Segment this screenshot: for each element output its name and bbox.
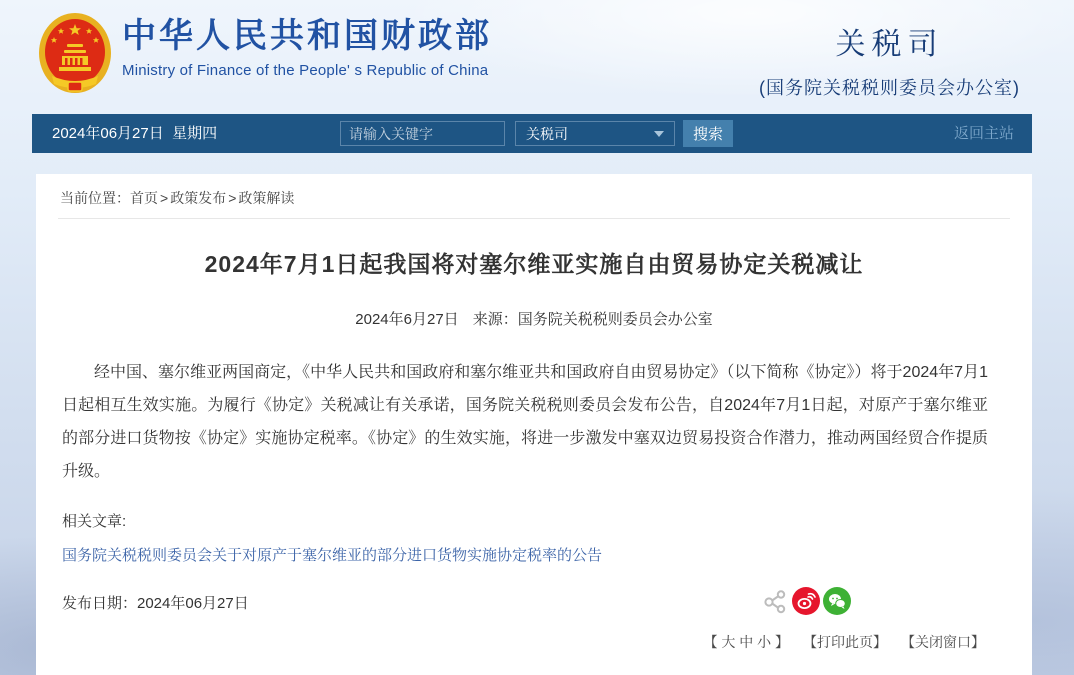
breadcrumb-divider (58, 218, 1010, 219)
breadcrumb-policy[interactable]: 政策发布 (170, 190, 227, 206)
publish-date: 发布日期：2024年06月27日 (62, 595, 249, 612)
site-subtitle: Ministry of Finance of the People' s Republic of China (122, 62, 489, 79)
article-title: 2024年7月1日起我国将对塞尔维亚实施自由贸易协定关税减让 (204, 251, 864, 277)
breadcrumb-label: 当前位置： (60, 190, 130, 206)
article-meta (36, 308, 1032, 329)
breadcrumb (60, 188, 294, 208)
breadcrumb-separator: > (160, 190, 169, 206)
breadcrumb-home[interactable]: 首页 (130, 190, 158, 206)
department-title-block (759, 28, 1020, 100)
wechat-icon[interactable] (823, 587, 851, 615)
search-button[interactable]: 搜索 (683, 120, 733, 147)
related-articles-label: 相关文章: (62, 513, 127, 530)
content-panel (36, 174, 1032, 675)
search-scope-value: 关税司 (526, 125, 568, 142)
site-title: 中华人民共和国财政部 (122, 17, 492, 55)
article-body: 经中国、塞尔维亚两国商定，《中华人民共和国政府和塞尔维亚共和国政府自由贸易协定》（以下简称《协定》）将于2024年7月1日起相互生效实施。为履行《协定》关税减让有关承诺，国务院关税税则委员会发布公告，自2024年7月1日起，对原产于塞尔维亚的部分进口货物按《协定》实施协定税率。《协定》的生效实施，将进一步激发中塞双边贸易投资合作潜力，推动两国经贸合作提质升级。 (62, 364, 988, 480)
weibo-icon[interactable] (792, 587, 820, 615)
navbar (32, 114, 1032, 153)
national-emblem-icon (38, 12, 112, 98)
article-source: 来源：国务院关税税则委员会办公室 (472, 311, 713, 328)
breadcrumb-separator: > (228, 190, 237, 206)
current-date: 2024年06月27日 星期四 (52, 125, 218, 142)
chevron-down-icon (654, 131, 664, 137)
site-header (0, 0, 1074, 114)
article-date: 2024年6月27日 (355, 311, 459, 328)
search-scope-dropdown[interactable] (515, 121, 675, 146)
print-page-button[interactable]: 【打印此页】 (803, 634, 887, 650)
share-toolbar (761, 587, 851, 615)
related-article-link[interactable]: 国务院关税税则委员会关于对原产于塞尔维亚的部分进口货物实施协定税率的公告 (62, 547, 603, 564)
font-size-control[interactable]: 【 大 中 小 】 (703, 634, 789, 650)
breadcrumb-interpretation[interactable]: 政策解读 (238, 190, 295, 206)
department-subtitle: (国务院关税税则委员会办公室) (759, 78, 1020, 98)
share-icon[interactable] (761, 587, 789, 615)
page-tools (703, 632, 985, 652)
search-input[interactable] (340, 121, 505, 146)
close-window-button[interactable]: 【关闭窗口】 (901, 634, 985, 650)
return-home-link[interactable]: 返回主站 (953, 125, 1014, 142)
department-title: 关税司 (835, 28, 944, 61)
site-title-block[interactable] (122, 16, 492, 79)
